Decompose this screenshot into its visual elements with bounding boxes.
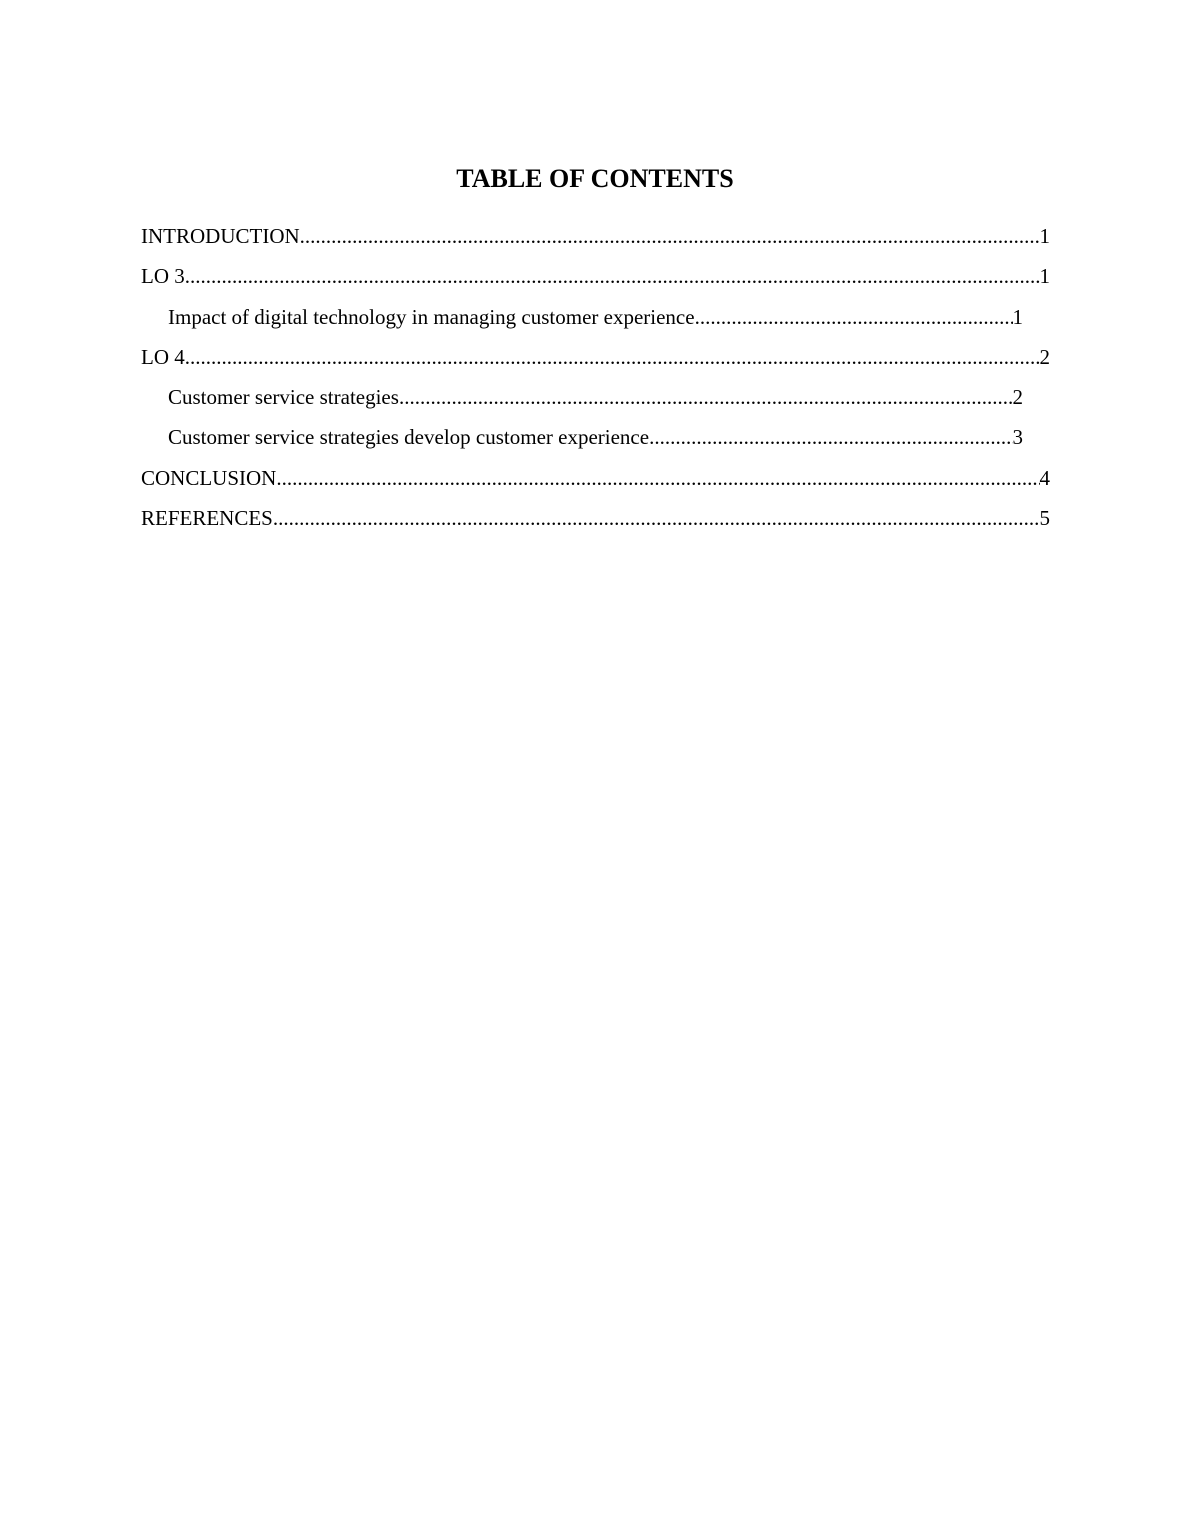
toc-entry-page: 2 bbox=[1039, 344, 1050, 369]
toc-entry-introduction[interactable] bbox=[141, 220, 1050, 260]
toc-heading: TABLE OF CONTENTS bbox=[456, 164, 734, 193]
toc-entry-page: 1 bbox=[1039, 264, 1050, 289]
toc-entry-page: 5 bbox=[1039, 506, 1050, 531]
toc-entry-lo3[interactable] bbox=[141, 260, 1050, 300]
toc-leader-dots bbox=[273, 502, 1040, 534]
toc-entry-title: CONCLUSION bbox=[141, 465, 277, 490]
toc-entry-title: Customer service strategies develop customer experience bbox=[168, 425, 650, 450]
toc-entry-page: 1 bbox=[1039, 224, 1050, 248]
toc-entry-title: Customer service strategies bbox=[168, 385, 399, 410]
toc-leader-dots bbox=[300, 220, 1040, 252]
toc-entry-page: 2 bbox=[1012, 385, 1023, 410]
toc-entry-title: REFERENCES bbox=[141, 506, 273, 531]
toc-entry-page: 4 bbox=[1039, 465, 1050, 490]
toc-entry-title: LO 3 bbox=[141, 264, 185, 289]
toc-leader-dots bbox=[276, 462, 1039, 494]
toc-entry-title: INTRODUCTION bbox=[141, 224, 300, 248]
toc-entry-page: 1 bbox=[1012, 304, 1023, 329]
toc-entry-page: 3 bbox=[1012, 425, 1023, 450]
toc-entry-conclusion[interactable] bbox=[141, 462, 1050, 502]
toc-leader-dots bbox=[399, 381, 1013, 413]
toc-entry-customer-service-strategies[interactable] bbox=[141, 381, 1050, 421]
toc-list bbox=[141, 220, 1050, 542]
toc-entry-lo4[interactable] bbox=[141, 341, 1050, 381]
toc-entry-title: LO 4 bbox=[141, 344, 185, 369]
toc-leader-dots bbox=[649, 421, 1012, 453]
toc-entry-impact-digital-technology[interactable] bbox=[141, 301, 1050, 341]
toc-leader-dots bbox=[185, 341, 1040, 373]
toc-entry-strategies-develop-experience[interactable] bbox=[141, 421, 1050, 461]
toc-leader-dots bbox=[185, 260, 1040, 292]
toc-entry-references[interactable] bbox=[141, 502, 1050, 542]
toc-leader-dots bbox=[695, 301, 1013, 333]
toc-entry-title: Impact of digital technology in managing customer experience bbox=[168, 304, 695, 329]
